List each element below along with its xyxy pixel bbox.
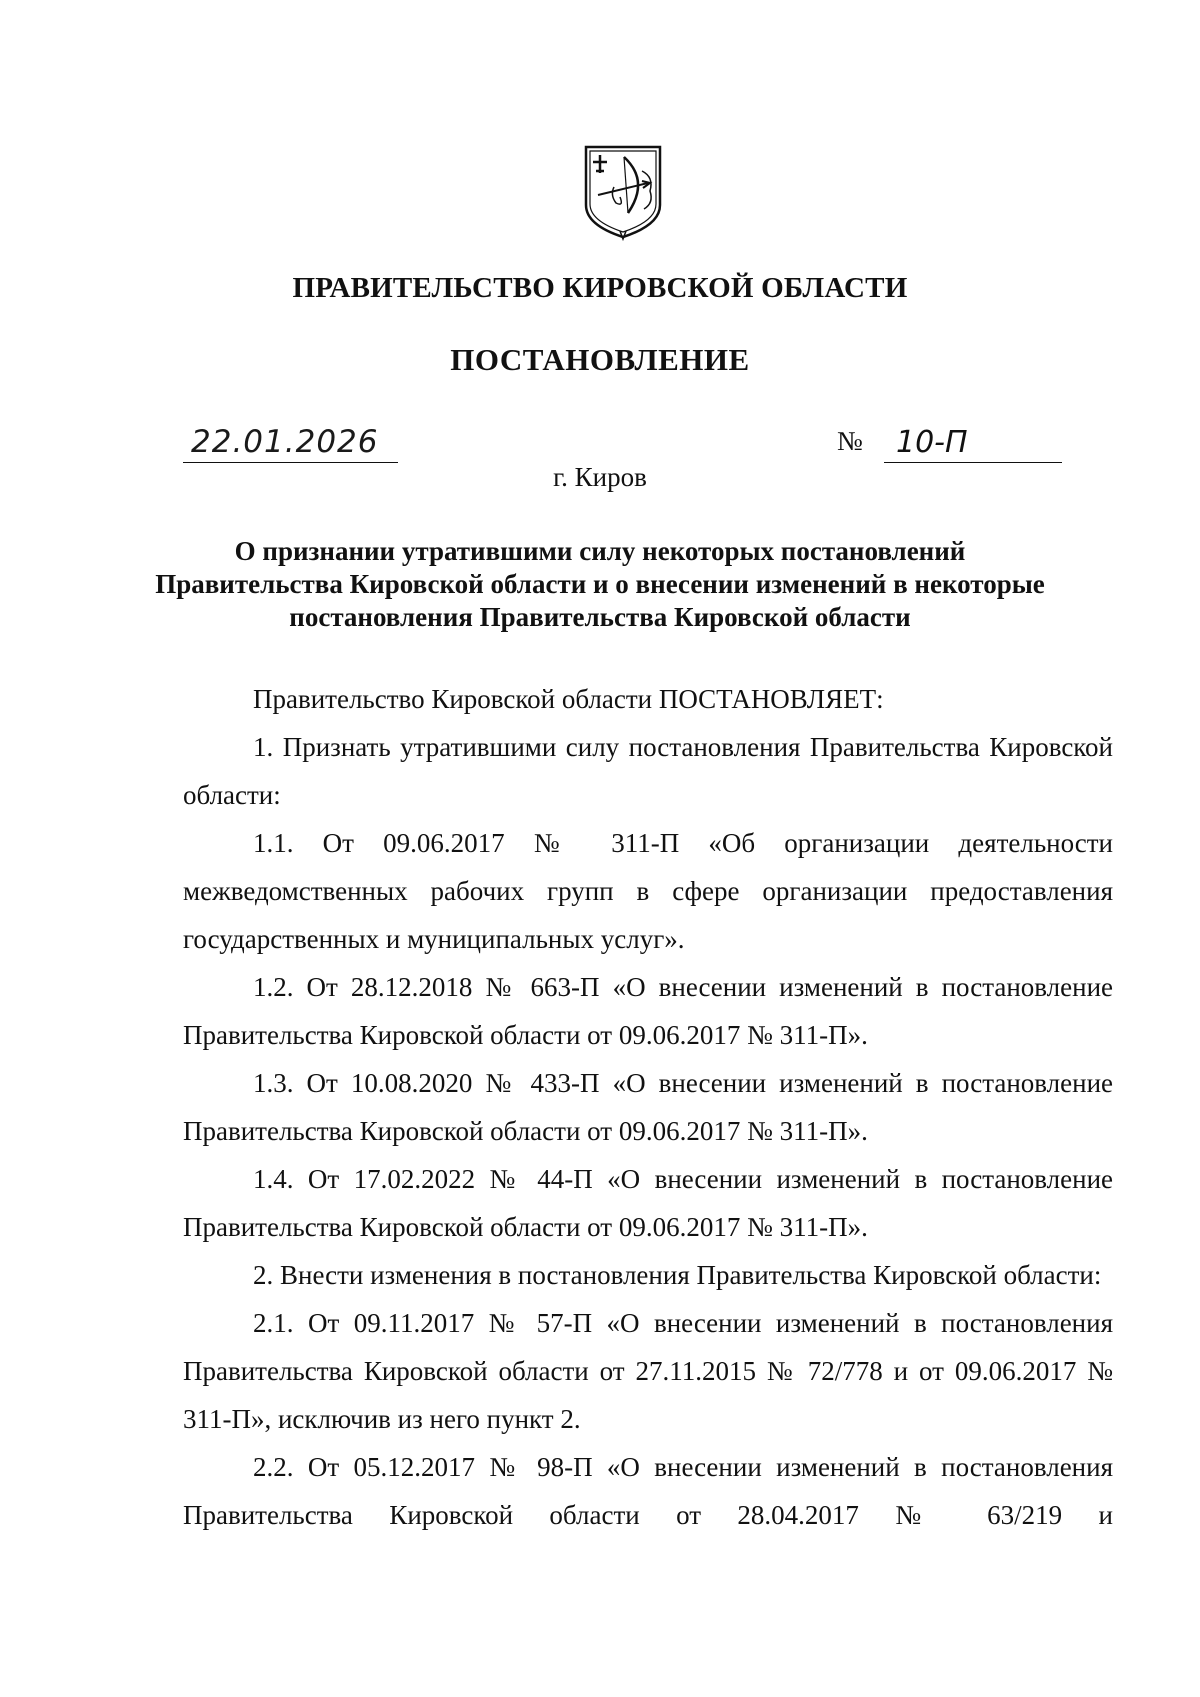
paragraph-1: 1. Признать утратившими силу постановления Правительства Кировской области:	[183, 732, 1113, 810]
organization-title: ПРАВИТЕЛЬСТВО КИРОВСКОЙ ОБЛАСТИ	[292, 272, 908, 304]
document-body	[183, 675, 1113, 1539]
paragraph-2-1: 2.1. От 09.11.2017 № 57-П «О внесении изменений в постановления Правительства Кировской области от 27.11.2015 № 72/778 и от 09.06.2017 № 311-П», исключив из него пункт 2.	[183, 1308, 1113, 1434]
document-heading	[150, 535, 1050, 634]
document-type: ПОСТАНОВЛЕНИЕ	[450, 342, 750, 377]
paragraph-1-3: 1.3. От 10.08.2020 № 433-П «О внесении изменений в постановление Правительства Кировской области от 09.06.2017 № 311-П».	[183, 1068, 1113, 1146]
coat-of-arms-icon	[580, 143, 666, 241]
heading-line: Правительства Кировской области и о внесении изменений в некоторые	[155, 569, 1045, 599]
heading-line: постановления Правительства Кировской области	[289, 602, 911, 632]
paragraph-1-1: 1.1. От 09.06.2017 № 311-П «Об организации деятельности межведомственных рабочих групп в сфере организации предоставления государственных и муниципальных услуг».	[183, 828, 1113, 954]
paragraph-2-2: 2.2. От 05.12.2017 № 98-П «О внесении изменений в постановления Правительства Кировской области от 28.04.2017 № 63/219 и	[183, 1452, 1113, 1530]
paragraph-2: 2. Внести изменения в постановления Правительства Кировской области:	[253, 1260, 1102, 1290]
document-number-field	[884, 420, 1062, 463]
paragraph-preamble: Правительство Кировской области ПОСТАНОВЛЯЕТ:	[253, 684, 884, 714]
document-number: 10-П	[896, 425, 968, 460]
paragraph-1-2: 1.2. От 28.12.2018 № 663-П «О внесении изменений в постановление Правительства Кировской области от 09.06.2017 № 311-П».	[183, 972, 1113, 1050]
number-label: №	[837, 426, 863, 456]
document-date: 22.01.2026	[191, 424, 379, 460]
heading-line: О признании утратившими силу некоторых постановлений	[234, 536, 966, 566]
city: г. Киров	[553, 462, 647, 492]
paragraph-1-4: 1.4. От 17.02.2022 № 44-П «О внесении изменений в постановление Правительства Кировской области от 09.06.2017 № 311-П».	[183, 1164, 1113, 1242]
document-date-field	[183, 420, 398, 463]
